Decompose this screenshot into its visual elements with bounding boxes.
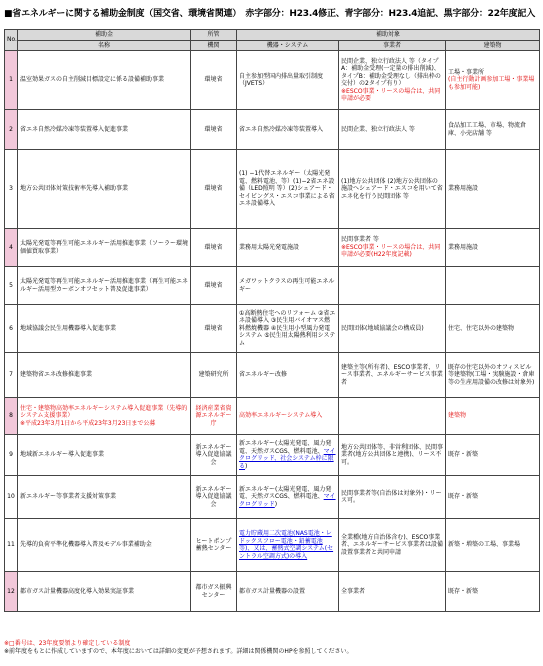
building: 業務用施設: [446, 229, 540, 267]
page-title: ■省エネルギーに関する補助金制度（国交省、環境省関連） 赤字部分：H23.4修正、青字部分：H23.4追記、黒字部分：22年度記入: [4, 9, 536, 19]
row-number: 5: [5, 267, 18, 305]
row-number: 7: [5, 353, 18, 398]
header-building: 建築物: [446, 40, 540, 51]
subsidy-name: 太陽光発電等再生可能エネルギー活用推進事業（再生可能エネルギー活用型カーボンオフセット普及促進事業）: [18, 267, 191, 305]
table-row: [5, 229, 540, 267]
equipment-added-text: マイクログリッド、社会システム枠に限る: [239, 447, 336, 470]
building: 住宅、住宅以外の建築物: [446, 305, 540, 353]
header-subsidy: 補助金: [18, 30, 191, 41]
subsidy-name: 都市ガス計量機器高度化導入効果実証事業: [18, 572, 191, 612]
subsidy-name: 地方公共団体対策技術率先導入補助事業: [18, 150, 191, 229]
table-row: [5, 353, 540, 398]
agency: 都市ガス振興センター: [191, 572, 237, 612]
agency: 新エネルギー導入促進協議会: [191, 435, 237, 476]
table-row: [5, 476, 540, 519]
operator: 地方公共団体等、非営利団体、民間事業者(地方公共団体と連携)、リース不可。: [339, 435, 446, 476]
table-row: [5, 51, 540, 110]
operator-note: ※ESCO事業・リースの場合は、共同申請が必要: [341, 87, 441, 102]
footnotes: [4, 640, 353, 656]
equipment: 業務用太陽光発電施設: [237, 229, 339, 267]
equipment: ①高断熱住宅へのリフォーム ②省エネ設備導入 ③民生用バイオマス燃料燃焼機器 ④民生用小型風力発電システム ⑤民生用太陽熱利用システム: [237, 305, 339, 353]
building: [446, 51, 540, 110]
agency: 環境省: [191, 305, 237, 353]
building: 新築・増築の工場、事業場: [446, 519, 540, 572]
agency: 経済産業省資源エネルギー庁: [191, 398, 237, 435]
building-text: 工場・事業所: [448, 68, 485, 76]
equipment: [237, 435, 339, 476]
header-operator: 事業者: [339, 40, 446, 51]
header-target: 補助対象: [237, 30, 540, 41]
subsidy-name: 温室効果ガスの自主削減目標設定に係る設備補助事業: [18, 51, 191, 110]
header-jurisdiction: 所管: [191, 30, 237, 41]
building-note: (自主行動計画参加工場・事業場も参加可能): [448, 76, 535, 91]
equipment: 都市ガス計量機器の設置: [237, 572, 339, 612]
row-number: 11: [5, 519, 18, 572]
building: 既存・新築: [446, 435, 540, 476]
building: 建築物: [446, 398, 540, 435]
operator: [339, 51, 446, 110]
row-number: 2: [5, 110, 18, 150]
agency: 環境省: [191, 267, 237, 305]
operator: 建築主等(所有者)、ESCO事業者、リース事業者、エネルギーサービス事業者: [339, 353, 446, 398]
header-agency: 機関: [191, 40, 237, 51]
footnote-confirmed: ※□番号は、23年度要領より確定している制度: [4, 640, 131, 647]
equipment: [237, 476, 339, 519]
table-row: [5, 435, 540, 476]
table-row: [5, 572, 540, 612]
table-row: [5, 519, 540, 572]
subsidy-name-note: ※平成23年3月1日から平成23年3月23日まで公募: [20, 419, 156, 427]
agency: 建築研究所: [191, 353, 237, 398]
equipment: 省エネ自然冷媒冷凍等装置導入: [237, 110, 339, 150]
operator: [339, 398, 446, 435]
operator: 全業種(地方自治体含む)、ESCO事業者、エネルギーサービス事業者は設備設置事業者と共同申請: [339, 519, 446, 572]
header-no: No.: [5, 30, 18, 51]
equipment: 省エネルギー改修: [237, 353, 339, 398]
row-number: 12: [5, 572, 18, 612]
equipment: メガワットクラスの再生可能エネルギー: [237, 267, 339, 305]
table-row: [5, 305, 540, 353]
header-equipment: 機器・システム: [237, 40, 339, 51]
subsidy-name-text: 住宅・建築物高効率エネルギーシステム導入促進事業（先導的システム支援事業）: [20, 404, 188, 420]
operator: (1)地方公共団体 (2)地方公共団体の施設へシェアード・エスコを用いて省エネ化を行う民間団体 等: [339, 150, 446, 229]
building: [446, 267, 540, 305]
table-row: [5, 398, 540, 435]
equipment: (1) −1代替エネルギー（太陽光発電、燃料電池、等）(1)−2省エネ設備（LED照明 等）(2)シェアード・セイビングス・エスコ事業による省エネ設備導入: [237, 150, 339, 229]
subsidy-name: 地域新エネルギー導入促進事業: [18, 435, 191, 476]
table-row: [5, 267, 540, 305]
row-number: 10: [5, 476, 18, 519]
building: 業務用施設: [446, 150, 540, 229]
header-name: 名称: [18, 40, 191, 51]
agency: 環境省: [191, 51, 237, 110]
operator: 民間事業者等(自治体は対象外)・リース可。: [339, 476, 446, 519]
equipment-tail: ): [274, 500, 278, 508]
equipment: 自主参加型国内排出量取引制度（JVETS）: [237, 51, 339, 110]
subsidy-table: [4, 29, 540, 612]
operator: [339, 267, 446, 305]
equipment-tail: ): [245, 462, 248, 470]
agency: 環境省: [191, 110, 237, 150]
agency: 環境省: [191, 150, 237, 229]
building: 既存・新築: [446, 572, 540, 612]
operator: 民間企業、独立行政法人 等: [339, 110, 446, 150]
row-number: 9: [5, 435, 18, 476]
row-number: 6: [5, 305, 18, 353]
building: 食品加工工場、市場、物流倉庫、小売店舗 等: [446, 110, 540, 150]
subsidy-name: 建築物省エネ改修推進事業: [18, 353, 191, 398]
building: 既存・新築: [446, 476, 540, 519]
table-row: [5, 110, 540, 150]
footnote-disclaimer: ※前年度をもとに作成していますので、本年度においては詳細の変更が予想されます。詳細は関係機関のHPを参照してください。: [4, 648, 353, 656]
subsidy-name: [18, 398, 191, 435]
equipment-text: 新エネルギー(太陽光発電、風力発電、天然ガスCGS、燃料電池、: [239, 485, 332, 501]
operator: 民間団体(地域協議会の構成員): [339, 305, 446, 353]
subsidy-name: 太陽光発電等再生可能エネルギー活用推進事業（ソーラー環境価値買取事業）: [18, 229, 191, 267]
row-number: 4: [5, 229, 18, 267]
operator: [339, 229, 446, 267]
row-number: 8: [5, 398, 18, 435]
equipment-added-text: マイクログリッド: [239, 493, 336, 508]
table-row: [5, 150, 540, 229]
agency: ヒートポンプ蓄熱センター: [191, 519, 237, 572]
subsidy-name: 地域協議会民生用機器導入促進事業: [18, 305, 191, 353]
equipment: 高効率エネルギーシステム導入: [237, 398, 339, 435]
equipment: 電力貯蔵用二次電池(NAS電池・レドックスフロー電池・鉛蓄電池等)、又は、蓄熱式空調システム(セントラル空調方式)の導入: [237, 519, 339, 572]
operator-note: ※ESCO事業・リースの場合は、共同申請が必要(H22年度記載): [341, 243, 441, 259]
operator: 全事業者: [339, 572, 446, 612]
operator-text: 民間企業、独立行政法人 等（タイプA：補助金受理(一定量の排出削減)、タイプB：補助金受理なし（排出枠の交付）の2タイプ有り）: [341, 57, 441, 87]
agency: 環境省: [191, 229, 237, 267]
row-number: 3: [5, 150, 18, 229]
building: 既存の住宅以外のオフィスビル等建築物(工場・実験施設・倉庫等の生産用設備の改修は対象外): [446, 353, 540, 398]
subsidy-name: 省エネ自然冷媒冷凍等装置導入促進事業: [18, 110, 191, 150]
subsidy-name: 新エネルギー等事業者支援対策事業: [18, 476, 191, 519]
agency: 新エネルギー導入促進協議会: [191, 476, 237, 519]
operator-text: 民間事業者 等: [341, 236, 379, 244]
subsidy-name: 先導的負荷平準化機器導入普及モデル事業補助金: [18, 519, 191, 572]
equipment-text: 新エネルギー(太陽光発電、風力発電、天然ガスCGS、燃料電池、: [239, 440, 332, 455]
row-number: 1: [5, 51, 18, 110]
